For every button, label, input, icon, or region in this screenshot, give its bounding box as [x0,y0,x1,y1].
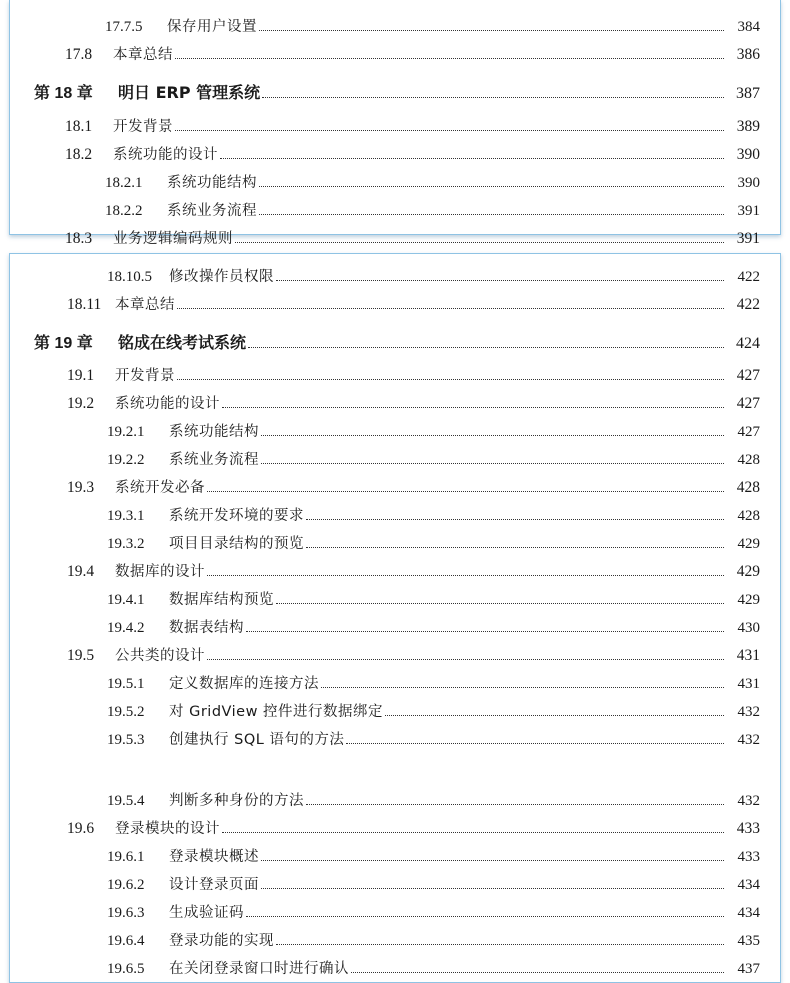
toc-panel-top [9,0,781,247]
toc-entry-number: 19.4 [67,563,95,580]
toc-section-entry [10,471,780,497]
toc-section-entry [10,812,780,838]
toc-entry-page: 433 [736,820,760,837]
toc-subsection-entry [10,667,780,693]
dot-leader [259,185,724,187]
toc-chapter-entry [10,327,780,353]
toc-entry-page: 427 [737,424,760,440]
dot-leader [177,378,724,380]
toc-entry-title: 设计登录页面 [169,877,259,893]
toc-entry-title: 系统功能的设计 [115,396,220,412]
dot-leader [261,859,724,861]
toc-entry-page: 429 [737,592,760,608]
toc-entry-page: 432 [737,793,760,809]
toc-entry-page: 387 [736,85,760,102]
toc-entry-number: 17.8 [65,46,93,63]
toc-subsection-entry [10,896,780,922]
toc-entry-number: 19.6.2 [107,877,145,893]
toc-entry-title: 判断多种身份的方法 [169,793,304,809]
toc-entry-page: 429 [737,536,760,552]
toc-entry-title: 登录模块概述 [169,849,259,865]
toc-subsection-entry [10,499,780,525]
toc-entry-title: 公共类的设计 [115,648,205,664]
dot-leader [346,742,724,744]
toc-entry-number: 第 18 章 [34,85,93,102]
dot-leader [246,915,724,917]
dot-leader [261,434,724,436]
toc-entry-number: 19.2.2 [107,452,145,468]
dot-leader [321,686,724,688]
toc-section-entry [10,639,780,665]
toc-entry-page: 390 [737,175,760,191]
dot-leader [175,57,724,59]
toc-entry-number: 19.3 [67,479,95,496]
toc-entry-page: 422 [736,296,760,313]
toc-section-entry [10,387,780,413]
toc-entry-title: 登录模块的设计 [115,821,220,837]
toc-entry-title: 数据库结构预览 [169,592,274,608]
toc-entry-page: 431 [736,647,760,664]
toc-entry-title: 开发背景 [115,368,175,384]
toc-entry-number: 19.6 [67,820,95,837]
toc-entry-title: 创建执行 SQL 语句的方法 [169,732,345,748]
toc-entry-page: 389 [736,118,760,135]
toc-entry-number: 19.5 [67,647,95,664]
toc-entry-title: 明日 ERP 管理系统 [118,83,261,102]
toc-entry-number: 17.7.5 [105,19,143,35]
toc-subsection-entry [10,527,780,553]
toc-entry-title: 在关闭登录窗口时进行确认 [169,961,349,977]
toc-entry-number: 19.6.5 [107,961,145,977]
dot-leader [276,943,724,945]
dot-leader [261,462,724,464]
toc-entry-number: 19.6.1 [107,849,145,865]
toc-entry-page: 384 [737,19,760,35]
toc-entry-number: 19.2 [67,395,95,412]
dot-leader [306,546,724,548]
toc-entry-number: 19.3.1 [107,508,145,524]
toc-subsection-entry [10,695,780,721]
toc-entry-number: 19.1 [67,367,95,384]
toc-section-entry [10,288,780,314]
toc-section-entry [10,359,780,385]
toc-section-entry [10,222,780,248]
toc-entry-title: 业务逻辑编码规则 [113,231,233,247]
toc-subsection-entry [10,194,780,220]
toc-entry-title: 开发背景 [113,119,173,135]
dot-leader [207,658,724,660]
toc-section-entry [10,110,780,136]
toc-subsection-entry [10,868,780,894]
toc-entry-number: 19.5.1 [107,676,145,692]
toc-entry-number: 18.2.1 [105,175,143,191]
toc-entry-page: 431 [737,676,760,692]
dot-leader [261,887,724,889]
toc-entry-page: 434 [737,877,760,893]
toc-chapter-entry [10,77,780,103]
toc-entry-page: 427 [736,367,760,384]
toc-entry-number: 19.5.2 [107,704,145,720]
toc-entry-number: 19.6.4 [107,933,145,949]
toc-entry-number: 第 19 章 [34,335,93,352]
dot-leader [177,307,724,309]
toc-entry-title: 系统业务流程 [169,452,259,468]
toc-entry-page: 427 [736,395,760,412]
toc-section-entry [10,555,780,581]
toc-entry-number: 19.5.3 [107,732,145,748]
toc-subsection-entry [10,443,780,469]
toc-subsection-entry [10,784,780,810]
toc-entry-number: 19.2.1 [107,424,145,440]
toc-entry-title: 项目目录结构的预览 [169,536,304,552]
toc-entry-number: 19.5.4 [107,793,145,809]
toc-entry-page: 428 [736,479,760,496]
dot-leader [259,213,724,215]
dot-leader [262,96,724,98]
dot-leader [385,714,724,716]
toc-subsection-entry [10,611,780,637]
toc-entry-title: 生成验证码 [169,905,244,921]
toc-entry-number: 18.11 [67,296,102,313]
dot-leader [207,574,724,576]
toc-panel-bottom [9,253,781,983]
dot-leader [222,406,724,408]
toc-entry-page: 428 [737,508,760,524]
dot-leader [306,518,724,520]
toc-subsection-entry [10,166,780,192]
toc-entry-number: 18.2.2 [105,203,143,219]
toc-entry-page: 391 [736,230,760,247]
toc-subsection-entry [10,260,780,286]
toc-entry-page: 390 [736,146,760,163]
toc-entry-title: 数据表结构 [169,620,244,636]
toc-entry-page: 430 [737,620,760,636]
dot-leader [175,129,724,131]
dot-leader [259,29,724,31]
toc-entry-title: 登录功能的实现 [169,933,274,949]
toc-entry-title: 铭成在线考试系统 [118,333,247,352]
dot-leader [220,157,724,159]
toc-entry-title: 系统业务流程 [167,203,257,219]
toc-entry-title: 修改操作员权限 [169,269,274,285]
toc-entry-number: 18.3 [65,230,93,247]
toc-entry-page: 428 [737,452,760,468]
toc-entry-page: 433 [737,849,760,865]
toc-entry-title: 数据库的设计 [115,564,205,580]
dot-leader [248,346,724,348]
toc-entry-number: 18.2 [65,146,93,163]
dot-leader [207,490,724,492]
toc-entry-number: 19.6.3 [107,905,145,921]
toc-entry-page: 422 [737,269,760,285]
toc-entry-title: 系统功能结构 [167,175,257,191]
dot-leader [306,803,724,805]
toc-entry-number: 19.4.1 [107,592,145,608]
toc-entry-page: 391 [737,203,760,219]
toc-subsection-entry [10,415,780,441]
toc-entry-title: 系统开发环境的要求 [169,508,304,524]
toc-subsection-entry [10,10,780,36]
toc-entry-page: 434 [737,905,760,921]
toc-entry-number: 18.10.5 [107,269,152,285]
toc-entry-title: 系统开发必备 [115,480,205,496]
toc-entry-title: 对 GridView 控件进行数据绑定 [169,704,384,720]
toc-entry-number: 19.4.2 [107,620,145,636]
toc-entry-page: 432 [737,704,760,720]
toc-subsection-entry [10,840,780,866]
toc-entry-number: 19.3.2 [107,536,145,552]
toc-subsection-entry [10,952,780,978]
toc-entry-page: 432 [737,732,760,748]
toc-entry-title: 保存用户设置 [167,19,257,35]
toc-subsection-entry [10,723,780,749]
dot-leader [276,279,724,281]
dot-leader [222,831,724,833]
dot-leader [351,971,724,973]
toc-entry-title: 本章总结 [113,47,173,63]
toc-entry-title: 系统功能结构 [169,424,259,440]
toc-subsection-entry [10,924,780,950]
toc-subsection-entry [10,583,780,609]
toc-entry-title: 定义数据库的连接方法 [169,676,319,692]
toc-entry-title: 系统功能的设计 [113,147,218,163]
dot-leader [276,602,724,604]
toc-entry-number: 18.1 [65,118,93,135]
toc-entry-page: 429 [736,563,760,580]
toc-entry-page: 424 [736,335,760,352]
toc-entry-page: 386 [736,46,760,63]
dot-leader [235,241,724,243]
toc-entry-page: 437 [737,961,760,977]
toc-section-entry [10,38,780,64]
toc-section-entry [10,138,780,164]
dot-leader [246,630,724,632]
toc-entry-page: 435 [737,933,760,949]
toc-entry-title: 本章总结 [115,297,175,313]
